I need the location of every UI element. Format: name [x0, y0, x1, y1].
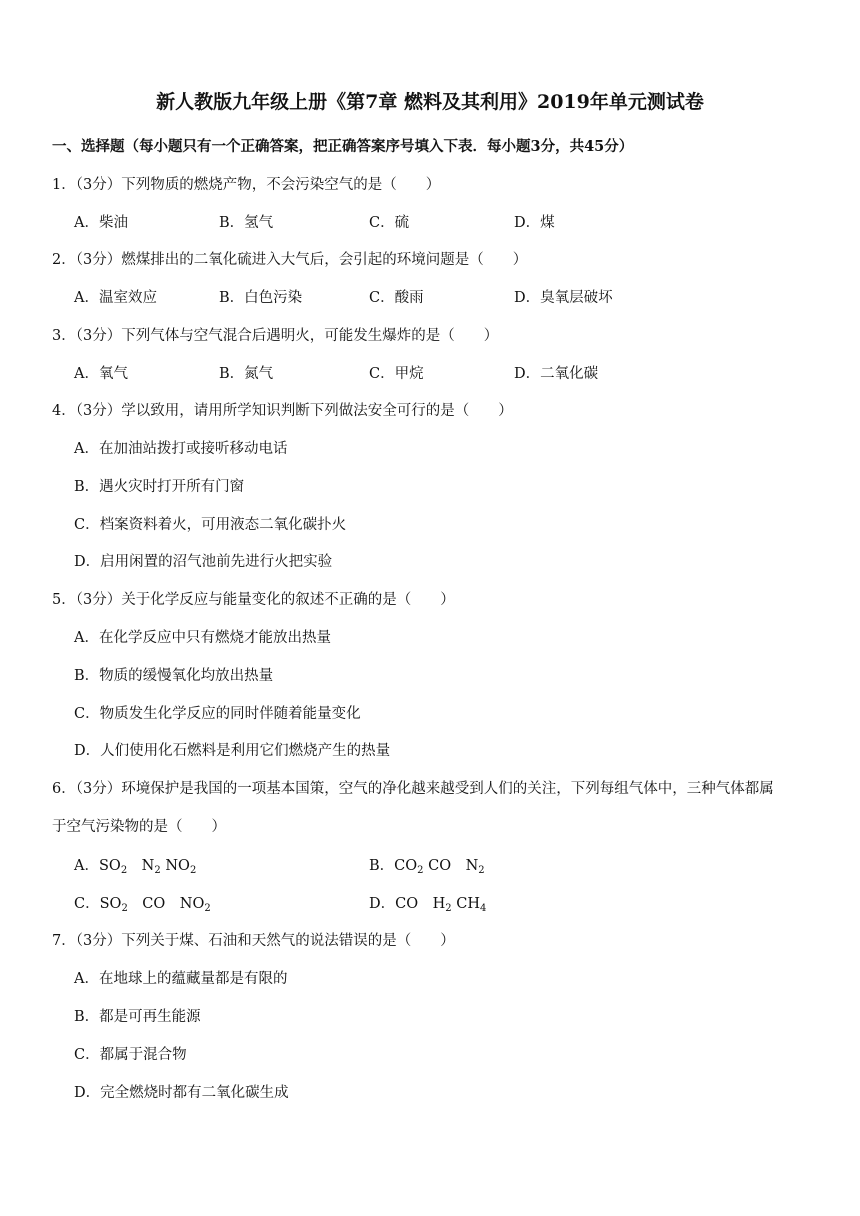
question-7-option-b: B．都是可再生能源 [74, 1009, 201, 1025]
question-3-option-b: B．氮气 [219, 366, 274, 382]
question-5-option-a: A．在化学反应中只有燃烧才能放出热量 [74, 630, 331, 646]
question-4-option-b: B．遇火灾时打开所有门窗 [74, 479, 245, 495]
question-2-option-a: A．温室效应 [74, 290, 157, 306]
question-3-option-d: D．二氧化碳 [514, 366, 599, 382]
question-6-option-b: B．$CO_2$ CO $N_2$ [369, 858, 485, 876]
section-heading: 一、选择题（每小题只有一个正确答案，把正确答案序号填入下表．每小题3分，共45分） [52, 138, 634, 155]
question-7-option-c: C．都属于混合物 [74, 1047, 187, 1063]
question-4-option-d: D．启用闲置的沼气池前先进行火把实验 [74, 554, 333, 570]
question-5-option-c: C．物质发生化学反应的同时伴随着能量变化 [74, 706, 361, 722]
question-2-stem: 2．（3分）燃煤排出的二氧化硫进入大气后，会引起的环境问题是（ ） [52, 252, 528, 268]
question-2-option-d: D．臭氧层破坏 [514, 290, 613, 306]
question-5-option-d: D．人们使用化石燃料是利用它们燃烧产生的热量 [74, 743, 391, 759]
question-3-stem: 3．（3分）下列气体与空气混合后遇明火，可能发生爆炸的是（ ） [52, 328, 499, 344]
question-1-stem: 1．（3分）下列物质的燃烧产物，不会污染空气的是（ ） [52, 177, 441, 193]
question-5-stem: 5．（3分）关于化学反应与能量变化的叙述不正确的是（ ） [52, 592, 455, 608]
question-1-option-d: D．煤 [514, 215, 555, 231]
question-1-option-c: C．硫 [369, 215, 410, 231]
question-5-option-b: B．物质的缓慢氧化均放出热量 [74, 668, 274, 684]
question-4-option-a: A．在加油站拨打或接听移动电话 [74, 441, 288, 457]
question-1-option-b: B．氢气 [219, 215, 274, 231]
question-6-option-a: A．$SO_2$ $N_2$ $NO_2$ [74, 858, 197, 876]
question-1-option-a: A．柴油 [74, 215, 128, 231]
question-7-option-d: D．完全燃烧时都有二氧化碳生成 [74, 1085, 289, 1101]
question-3-option-a: A．氧气 [74, 366, 128, 382]
question-6-option-c: C．$SO_2$ CO $NO_2$ [74, 896, 211, 914]
question-2-option-b: B．白色污染 [219, 290, 303, 306]
question-2-option-c: C．酸雨 [369, 290, 424, 306]
question-4-option-c: C．档案资料着火，可用液态二氧化碳扑火 [74, 517, 347, 533]
question-6-option-d: D．CO $H_2$ $CH_4$ [369, 896, 487, 914]
question-7-option-a: A．在地球上的蕴藏量都是有限的 [74, 971, 288, 987]
question-4-stem: 4．（3分）学以致用，请用所学知识判断下列做法安全可行的是（ ） [52, 403, 513, 419]
document-title: 新人教版九年级上册《第7章 燃料及其利用》2019年单元测试卷 [156, 91, 704, 113]
question-6-stem-line-2: 于空气污染物的是（ ） [52, 819, 226, 835]
question-3-option-c: C．甲烷 [369, 366, 424, 382]
question-6-stem-line-1: 6．（3分）环境保护是我国的一项基本国策，空气的净化越来越受到人们的关注，下列每组气体中，三种气体都属 [52, 781, 774, 797]
question-7-stem: 7．（3分）下列关于煤、石油和天然气的说法错误的是（ ） [52, 933, 455, 949]
